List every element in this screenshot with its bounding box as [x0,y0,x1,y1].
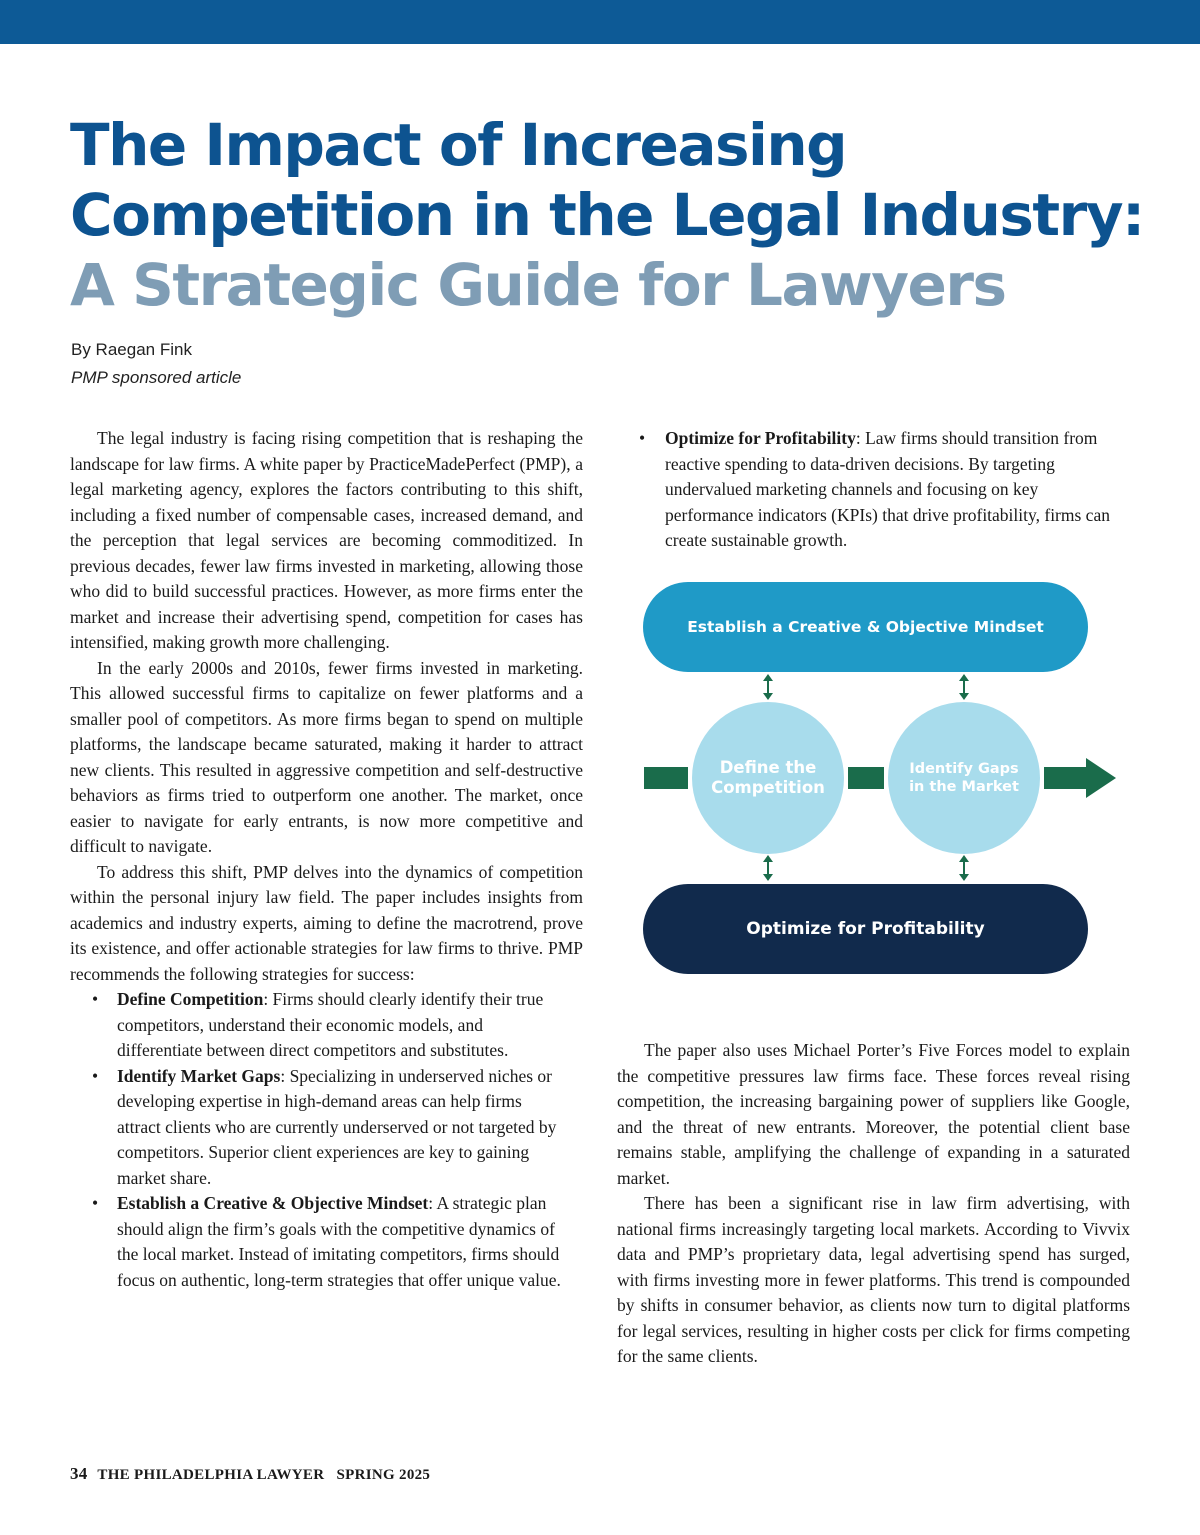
right-column-bottom [617,1038,1130,1370]
strategy-diagram [640,578,1120,980]
page-number: 34 [70,1464,88,1483]
bullet-icon: • [92,1193,99,1213]
right-column-top [617,426,1130,554]
circle-label-line: Identify Gaps [909,761,1019,777]
list-item [617,426,1130,554]
flow-bar [848,767,884,789]
bullet-term: Identify Market Gaps [117,1065,281,1086]
flow-bar [644,767,688,789]
circle-label-line: Competition [711,778,825,797]
publication-name: THE PHILADELPHIA LAWYER [97,1467,325,1483]
header-band [0,0,1200,44]
issue-label: SPRING 2025 [336,1467,431,1483]
sponsor-note: PMP sponsored article [71,368,242,387]
list-item [70,1064,583,1192]
bullet-term: Define Competition [117,989,264,1009]
bullet-text: : Law firms should transition from reactive spending to data-driven decisions. By targeting undervalued marketing channels and focusing on key performance indicators (KPIs) that drive profitability, firms can create sustainable growth. [665,428,1110,550]
paragraph: The paper also uses Michael Porter’s Five Forces model to explain the competitive pressures law firms face. These forces reveal rising competition, the increasing bargaining power of suppliers like Google, and the threat of new entrants. Moreover, the potential client base remains stable, amplifying the challenge of expanding in a saturated market. [617,1040,1130,1188]
strategy-list-continued [617,426,1130,554]
bullet-text: : A strategic plan should align the firm’s goals with the competitive dynamics of the local market. Instead of imitating competitors, firms should focus on authentic, long-term strategies that offer unique value. [117,1193,561,1290]
bullet-icon: • [639,428,646,448]
left-column [70,426,583,1293]
bullet-text: : Firms should clearly identify their true competitors, understand their economic models, and differentiate between direct competitors and substitutes. [117,989,544,1060]
subtitle: A Strategic Guide for Lawyers [70,251,1006,319]
page-footer [70,1464,430,1484]
article-title [70,110,1150,320]
paragraph: There has been a significant rise in law firm advertising, with national firms increasingly targeting local markets. According to Vivvix data and PMP’s proprietary data, legal advertising spend has surged, with firms investing more in fewer platforms. This trend is compounded by shifts in consumer behavior, as clients now turn to digital platforms for legal services, resulting in higher costs per click for firms competing for the same clients. [617,1193,1130,1366]
bullet-term: Optimize for Profitability [665,428,856,448]
bullet-text: : Specializing in underserved niches or developing expertise in high-demand areas can help firms attract clients who are currently underserved or not targeted by competitors. Superior client experiences are key to gaining market share. [117,1065,557,1188]
circle-label-line: in the Market [909,779,1019,795]
list-item [70,1191,583,1293]
bullet-icon: • [92,1065,99,1086]
paragraph: In the early 2000s and 2010s, fewer firms invested in marketing. This allowed successful firms to capitalize on fewer platforms and a smaller pool of competitors. As more firms began to spend on multiple platforms, the landscape became saturated, making it harder to attract new clients. This resulted in aggressive competition and self-destructive behaviors as firms tried to outperform one another. The market, once easier to navigate for early entrants, is now more competitive and difficult to navigate. [70,657,583,856]
paragraph: The legal industry is facing rising competition that is reshaping the landscape for law firms. A white paper by PracticeMadePerfect (PMP), a legal marketing agency, explores the factors contributing to this shift, including a fixed number of compensable cases, increased demand, and the perception that legal services are becoming commoditized. In previous decades, fewer law firms invested in marketing, allowing those who did to build successful practices. However, as more firms enter the market and increase their advertising spend, competition for cases has intensified, making growth more challenging. [70,428,583,652]
diagram-bottom-pill: Optimize for Profitability [643,884,1088,974]
list-item [70,987,583,1064]
byline: By Raegan Fink [71,340,192,359]
bullet-icon: • [92,989,99,1009]
paragraph: To address this shift, PMP delves into the dynamics of competition within the personal injury law field. The paper includes insights from academics and industry experts, aiming to define the macrotrend, prove its existence, and offer actionable strategies for law firms to thrive. PMP recommends the following strategies for success: [70,861,583,984]
diagram-circle-define-competition [692,702,844,854]
right-arrow-icon [1044,758,1116,798]
circle-label-line: Define the [719,758,817,777]
diagram-circle-identify-gaps [888,702,1040,854]
strategy-list [70,987,583,1293]
bullet-term: Establish a Creative & Objective Mindset [117,1193,429,1213]
diagram-top-pill: Establish a Creative & Objective Mindset [643,582,1088,672]
title-line-1: The Impact of Increasing [70,111,847,179]
title-line-2: Competition in the Legal Industry: [70,181,1144,249]
